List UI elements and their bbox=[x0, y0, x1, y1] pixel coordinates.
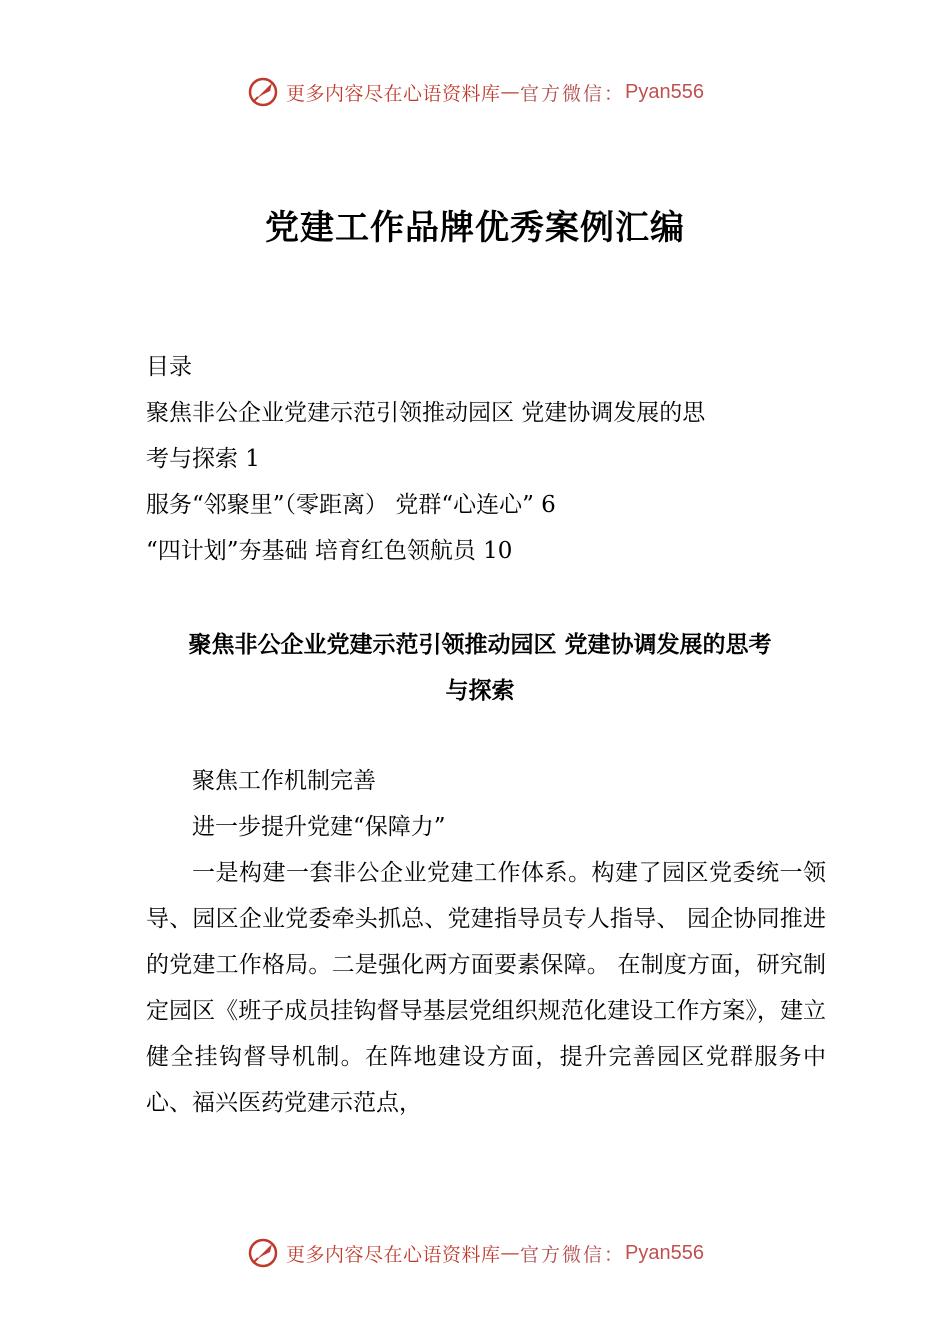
watermark-dash: — bbox=[500, 1242, 521, 1264]
feather-pen-logo-icon bbox=[246, 75, 280, 109]
watermark-footer bbox=[0, 1233, 950, 1273]
section-title-line: 与探索 bbox=[445, 678, 515, 704]
toc-heading: 目录 bbox=[146, 354, 192, 380]
watermark-wechat-id: Pyan556 bbox=[625, 80, 704, 103]
watermark-official-label: 官方微信： bbox=[520, 1243, 626, 1266]
watermark-text: 更多内容尽在心语资料库 bbox=[286, 82, 501, 105]
toc-entry: “四计划”夯基础 培育红色领航员 10 bbox=[146, 538, 513, 564]
section-title-line: 聚焦非公企业党建示范引领推动园区 党建协调发展的思考 bbox=[188, 632, 772, 658]
document-title: 党建工作品牌优秀案例汇编 bbox=[265, 208, 685, 248]
section-title bbox=[140, 622, 820, 714]
feather-pen-logo-icon bbox=[246, 1236, 280, 1270]
toc-entry: 服务“邻聚里”（零距离） 党群“心连心” 6 bbox=[146, 492, 556, 518]
document-body bbox=[146, 758, 826, 1126]
table-of-contents bbox=[146, 344, 826, 574]
toc-entry: 考与探索 1 bbox=[146, 446, 260, 472]
paragraph: 进一步提升党建“保障力” bbox=[192, 814, 446, 840]
watermark-official-label: 官方微信： bbox=[520, 82, 626, 105]
paragraph: 聚焦工作机制完善 bbox=[192, 768, 376, 794]
toc-entry: 聚焦非公企业党建示范引领推动园区 党建协调发展的思 bbox=[146, 400, 706, 426]
watermark-dash: — bbox=[500, 81, 521, 103]
watermark-text: 更多内容尽在心语资料库 bbox=[286, 1243, 501, 1266]
watermark-wechat-id: Pyan556 bbox=[625, 1241, 704, 1264]
watermark-header bbox=[0, 72, 950, 112]
paragraph: 一是构建一套非公企业党建工作体系。构建了园区党委统一领导、园区企业党委牵头抓总、党建指导员专人指导、 园企协同推进的党建工作格局。二是强化两方面要素保障。 在制度方面，研究制定园区《班子成员挂钩督导基层党组织规范化建设工作方案》，建立健全挂钩督导机制。在阵地建设方面，提升完善园区党群服务中心、福兴医药党建示范点， bbox=[146, 860, 826, 1116]
